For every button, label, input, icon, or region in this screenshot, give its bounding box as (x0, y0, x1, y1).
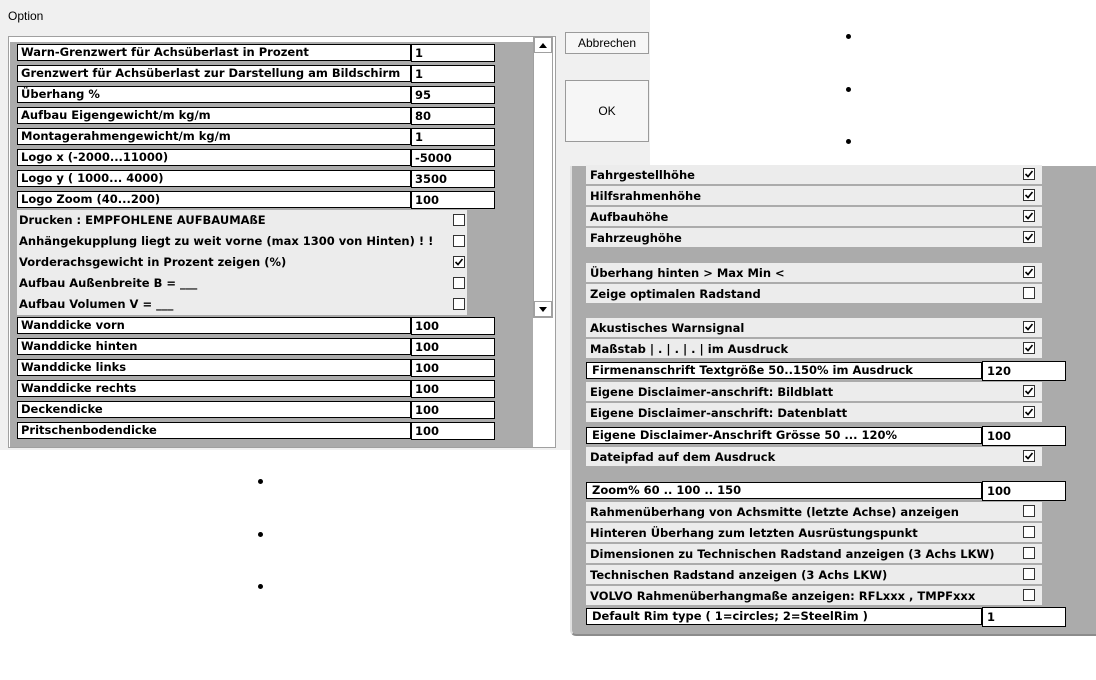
checkbox-row[interactable] (17, 210, 467, 231)
checkmark-icon (1024, 267, 1034, 277)
checkbox-label: Aufbau Außenbreite B = ___ (19, 276, 198, 290)
checkbox[interactable] (453, 298, 465, 310)
table-row (10, 189, 533, 210)
option-value-field[interactable]: 100 (982, 426, 1066, 446)
option-label: Pritschenbodendicke (17, 422, 411, 439)
checkbox-label: VOLVO Rahmenüberhangmaße anzeigen: RFLxxx , TMPFxxx (590, 589, 976, 603)
table-row (10, 357, 533, 378)
table-row (10, 105, 533, 126)
option-value-field[interactable]: 3500 (411, 170, 495, 188)
scroll-up-arrow-icon (539, 43, 547, 48)
option-value-field[interactable]: 1 (411, 44, 495, 62)
table-row (10, 336, 533, 357)
checkbox-row[interactable] (17, 294, 467, 315)
checkbox-row[interactable] (586, 207, 1042, 226)
option-label: Überhang % (17, 86, 411, 103)
checkbox-label: Hilfsrahmenhöhe (590, 189, 702, 203)
table-row (10, 399, 533, 420)
checkbox[interactable] (1023, 168, 1035, 180)
bullet-dot (258, 532, 263, 537)
bullet-dot (846, 34, 851, 39)
checkbox[interactable] (1023, 231, 1035, 243)
checkbox-label: Dimensionen zu Technischen Radstand anzeigen (3 Achs LKW) (590, 547, 995, 561)
table-row (10, 168, 533, 189)
checkbox[interactable] (1023, 526, 1035, 538)
checkbox-row[interactable] (586, 318, 1042, 337)
option-value-field[interactable]: 100 (982, 481, 1066, 501)
checkbox-label: Anhängekupplung liegt zu weit vorne (max 1300 von Hinten) ! ! (19, 234, 434, 248)
checkmark-icon (1024, 322, 1034, 332)
checkbox-label: Vorderachsgewicht in Prozent zeigen (%) (19, 255, 287, 269)
left-options-table (8, 36, 556, 448)
option-value-field[interactable]: 1 (411, 65, 495, 83)
vertical-scrollbar[interactable] (533, 36, 553, 318)
ok-button[interactable]: OK (565, 80, 649, 142)
option-label: Logo x (-2000...11000) (17, 149, 411, 166)
checkbox-label: Überhang hinten > Max Min < (590, 266, 785, 280)
checkbox-label: Rahmenüberhang von Achsmitte (letzte Achse) anzeigen (590, 505, 959, 519)
option-value-field[interactable]: 120 (982, 361, 1066, 381)
bullet-dot (258, 584, 263, 589)
option-value-field[interactable]: 80 (411, 107, 495, 125)
checkbox-row[interactable] (586, 339, 1042, 358)
checkbox-label: Eigene Disclaimer-anschrift: Bildblatt (590, 385, 834, 399)
checkbox-label: Zeige optimalen Radstand (590, 287, 761, 301)
option-value-field[interactable]: 95 (411, 86, 495, 104)
checkbox-label: Eigene Disclaimer-anschrift: Datenblatt (590, 406, 848, 420)
checkbox-row[interactable] (586, 165, 1042, 184)
option-value-field[interactable]: 1 (411, 128, 495, 146)
checkbox-row[interactable] (586, 382, 1042, 401)
checkmark-icon (1024, 407, 1034, 417)
checkbox[interactable] (1023, 189, 1035, 201)
option-label: Montagerahmengewicht/m kg/m (17, 128, 411, 145)
checkbox[interactable] (1023, 505, 1035, 517)
checkbox-row[interactable] (17, 231, 467, 252)
table-row (10, 147, 533, 168)
option-value-field[interactable]: 100 (411, 380, 495, 398)
option-value-field[interactable]: -5000 (411, 149, 495, 167)
checkbox-label: Maßstab | . | . | . | im Ausdruck (590, 342, 789, 356)
checkbox[interactable] (1023, 210, 1035, 222)
checkbox[interactable] (1023, 406, 1035, 418)
option-value-field[interactable]: 100 (411, 338, 495, 356)
option-label: Default Rim type ( 1=circles; 2=SteelRim ) (586, 608, 982, 625)
table-row (10, 63, 533, 84)
checkbox-label: Aufbau Volumen V = ___ (19, 297, 174, 311)
checkbox-label: Dateipfad auf dem Ausdruck (590, 450, 776, 464)
option-label: Deckendicke (17, 401, 411, 418)
checkbox-label: Hinteren Überhang zum letzten Ausrüstungspunkt (590, 526, 918, 540)
checkbox-row[interactable] (586, 586, 1042, 605)
option-label: Wanddicke hinten (17, 338, 411, 355)
checkbox-label: Technischen Radstand anzeigen (3 Achs LKW) (590, 568, 888, 582)
checkbox-row[interactable] (586, 523, 1042, 542)
table-row (10, 420, 533, 441)
checkbox-label: Drucken : EMPFOHLENE AUFBAUMAßE (19, 213, 266, 227)
checkbox[interactable] (1023, 547, 1035, 559)
checkbox[interactable] (1023, 266, 1035, 278)
table-row (10, 378, 533, 399)
option-label: Warn-Grenzwert für Achsüberlast in Prozent (17, 44, 411, 61)
option-value-field[interactable]: 1 (982, 607, 1066, 627)
table-row (10, 126, 533, 147)
checkbox[interactable] (1023, 568, 1035, 580)
option-label: Aufbau Eigengewicht/m kg/m (17, 107, 411, 124)
option-label: Logo y ( 1000... 4000) (17, 170, 411, 187)
checkbox[interactable] (1023, 287, 1035, 299)
option-value-field[interactable]: 100 (411, 191, 495, 209)
table-row (10, 315, 533, 336)
scroll-down-arrow-icon (539, 307, 547, 312)
checkbox[interactable] (1023, 321, 1035, 333)
scroll-track[interactable] (534, 53, 552, 303)
checkbox-row[interactable] (586, 403, 1042, 422)
checkbox-label: Akustisches Warnsignal (590, 321, 745, 335)
option-label: Eigene Disclaimer-Anschrift Grösse 50 ... 120% (586, 427, 982, 444)
bullet-dot (258, 479, 263, 484)
checkbox-row[interactable] (586, 565, 1042, 584)
option-dialog (0, 0, 650, 450)
table-row (10, 42, 533, 63)
checkmark-icon (1024, 232, 1034, 242)
checkbox[interactable] (1023, 385, 1035, 397)
option-value-field[interactable]: 100 (411, 422, 495, 440)
checkbox-label: Aufbauhöhe (590, 210, 669, 224)
bullet-dot (846, 87, 851, 92)
checkmark-icon (1024, 451, 1034, 461)
checkbox-row[interactable] (17, 252, 467, 273)
checkbox-row[interactable] (586, 263, 1042, 282)
checkmark-icon (1024, 169, 1034, 179)
option-label: Logo Zoom (40...200) (17, 191, 411, 208)
option-value-field[interactable]: 100 (411, 317, 495, 335)
option-value-field[interactable]: 100 (411, 401, 495, 419)
option-label: Firmenanschrift Textgröße 50..150% im Ausdruck (586, 362, 982, 379)
option-value-field[interactable]: 100 (411, 359, 495, 377)
checkmark-icon (1024, 343, 1034, 353)
option-label: Wanddicke vorn (17, 317, 411, 334)
checkbox[interactable] (1023, 450, 1035, 462)
table-row (10, 84, 533, 105)
option-label: Grenzwert für Achsüberlast zur Darstellung am Bildschirm (17, 65, 411, 82)
window-title: Option (8, 9, 44, 23)
checkmark-icon (1024, 190, 1034, 200)
checkbox-row[interactable] (17, 273, 467, 294)
scroll-up-button[interactable] (534, 37, 552, 53)
option-label: Wanddicke links (17, 359, 411, 376)
right-options-panel (570, 166, 1096, 636)
checkbox-label: Fahrzeughöhe (590, 231, 682, 245)
checkbox[interactable] (1023, 342, 1035, 354)
option-label: Zoom% 60 .. 100 .. 150 (586, 482, 982, 499)
bullet-dot (846, 139, 851, 144)
option-label: Wanddicke rechts (17, 380, 411, 397)
checkbox[interactable] (453, 214, 465, 226)
checkbox-label: Fahrgestellhöhe (590, 168, 695, 182)
checkbox-row[interactable] (586, 447, 1042, 466)
checkmark-icon (1024, 386, 1034, 396)
left-table-body (10, 42, 533, 447)
checkmark-icon (1024, 211, 1034, 221)
checkbox-row[interactable] (586, 544, 1042, 563)
checkbox-row[interactable] (586, 502, 1042, 521)
checkbox[interactable] (453, 256, 465, 268)
scroll-down-button[interactable] (534, 301, 552, 317)
checkbox-row[interactable] (586, 228, 1042, 247)
checkbox[interactable] (1023, 589, 1035, 601)
checkbox[interactable] (453, 235, 465, 247)
checkbox-row[interactable] (586, 186, 1042, 205)
checkbox-row[interactable] (586, 284, 1042, 303)
checkbox[interactable] (453, 277, 465, 289)
checkmark-icon (454, 257, 464, 267)
cancel-button[interactable]: Abbrechen (565, 32, 649, 54)
